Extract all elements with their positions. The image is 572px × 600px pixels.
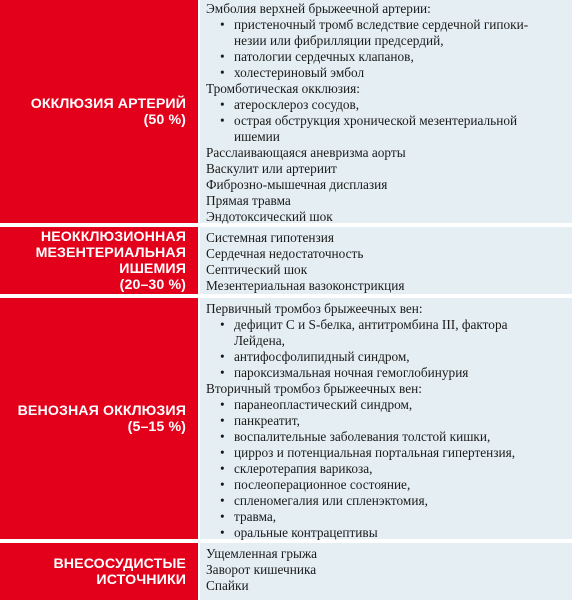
category-label: ИСТОЧНИКИ xyxy=(96,571,186,588)
group-heading: Эмболия верхней брыжеечной артерии: xyxy=(206,1,431,16)
list-item: • антифосфолипидный синдром, xyxy=(234,349,566,365)
category-label: ИШЕМИЯ xyxy=(119,260,186,277)
cause-line: Васкулит или артериит xyxy=(206,161,337,176)
table-row xyxy=(0,543,572,600)
list-item: • оральные контрацептивы xyxy=(234,525,566,541)
category-label: МЕЗЕНТЕРИАЛЬНАЯ xyxy=(35,244,186,261)
list-item: • панкреатит, xyxy=(234,413,566,429)
list-item: • воспалительные заболевания толстой кишки, xyxy=(234,429,566,445)
list-item: • пароксизмальная ночная гемоглобинурия xyxy=(234,365,566,381)
details-cell xyxy=(200,543,572,600)
table-row xyxy=(0,227,572,298)
list-item: • склеротерапия варикоза, xyxy=(234,461,566,477)
category-percent: (20–30 %) xyxy=(119,276,186,293)
cause-line: Мезентериальная вазоконстрикция xyxy=(206,278,405,293)
list-item: • острая обструкция хронической мезентериальной ишемии xyxy=(234,113,566,145)
list-item: • пристеночный тромб вследствие сердечной гипоки- незии или фибрилляции предсердий, xyxy=(234,17,566,49)
cause-line: Расслаивающаяся аневризма аорты xyxy=(206,145,406,160)
cause-line: Фиброзно-мышечная дисплазия xyxy=(206,177,388,192)
cause-line: Системная гипотензия xyxy=(206,230,334,245)
list-item: • спленомегалия или спленэктомия, xyxy=(234,493,566,509)
cause-line: Септический шок xyxy=(206,262,308,277)
list-item: • послеоперационное состояние, xyxy=(234,477,566,493)
list-item: • атеросклероз сосудов, xyxy=(234,97,566,113)
group-heading: Вторичный тромбоз брыжеечных вен: xyxy=(206,381,422,396)
category-label: ВНЕСОСУДИСТЫЕ xyxy=(53,555,186,572)
group-heading: Тромботическая окклюзия: xyxy=(206,81,360,96)
list-item: • патологии сердечных клапанов, xyxy=(234,49,566,65)
cause-line: Сердечная недостаточность xyxy=(206,246,364,261)
category-percent: (50 %) xyxy=(143,111,186,128)
list-item: • дефицит С и S-белка, антитромбина III, фактора Лейдена, xyxy=(234,317,566,349)
table-row xyxy=(0,0,572,227)
category-label: НЕОККЛЮЗИОННАЯ xyxy=(40,228,186,245)
category-label: ОККЛЮЗИЯ АРТЕРИЙ xyxy=(30,95,186,112)
table-row xyxy=(0,298,572,543)
bullet-list xyxy=(206,317,566,381)
list-item: • холестериновый эмбол xyxy=(234,65,566,81)
category-cell xyxy=(0,227,198,294)
details-cell xyxy=(200,227,572,294)
details-cell xyxy=(200,298,572,539)
category-percent: (5–15 %) xyxy=(127,418,186,435)
cause-line: Спайки xyxy=(206,578,249,593)
category-cell xyxy=(0,298,198,539)
category-cell xyxy=(0,0,198,223)
category-cell xyxy=(0,543,198,600)
cause-line: Ущемленная грыжа xyxy=(206,546,318,561)
details-cell xyxy=(200,0,572,223)
bullet-list xyxy=(206,397,566,541)
bullet-list xyxy=(206,97,566,145)
cause-line: Заворот кишечника xyxy=(206,562,317,577)
list-item: • паранеопластический синдром, xyxy=(234,397,566,413)
category-label: ВЕНОЗНАЯ ОККЛЮЗИЯ xyxy=(17,402,186,419)
group-heading: Первичный тромбоз брыжеечных вен: xyxy=(206,301,423,316)
bullet-list xyxy=(206,17,566,81)
cause-line: Прямая травма xyxy=(206,193,291,208)
cause-line: Эндотоксический шок xyxy=(206,209,333,224)
list-item: • цирроз и потенциальная портальная гипертензия, xyxy=(234,445,566,461)
list-item: • травма, xyxy=(234,509,566,525)
